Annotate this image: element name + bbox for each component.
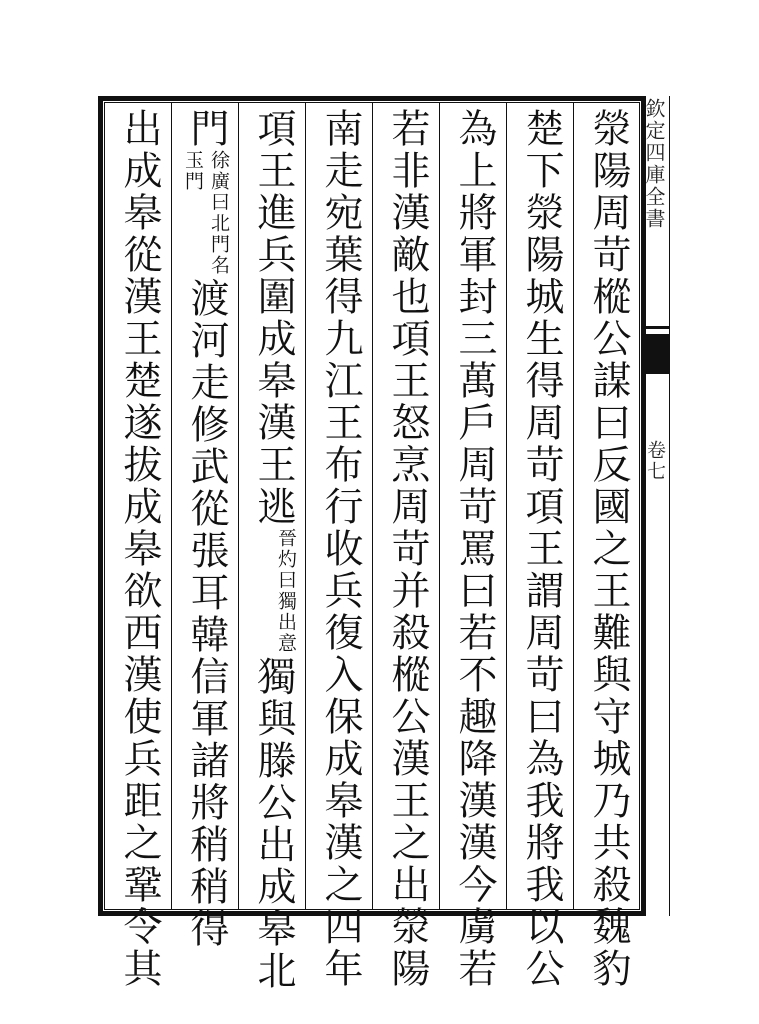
- fish-tail-mark: [646, 334, 670, 374]
- column-divider: [439, 102, 440, 910]
- text-column-2: 楚下滎陽城生得周苛項王謂周苛曰為我將我以公: [519, 108, 564, 990]
- column-divider: [506, 102, 507, 910]
- text-column-8: 出成皋從漢王楚遂拔成皋欲西漢使兵距之鞏令其: [117, 108, 162, 990]
- column-text: 門: [184, 108, 229, 150]
- column-divider: [238, 102, 239, 910]
- text-column-7: [180, 108, 232, 950]
- annotation-note: 晉灼曰獨出意: [275, 528, 297, 654]
- fish-tail-rule: [646, 326, 670, 329]
- text-column-5: 南走宛葉得九江王布行收兵復入保成皋漢之四年: [318, 108, 363, 990]
- column-divider: [372, 102, 373, 910]
- text-column-3: 為上將軍封三萬戶周苛罵曰若不趣降漢漢今虜若: [452, 108, 497, 990]
- volume-label: 卷七: [644, 440, 666, 482]
- annotation-note: 徐廣曰北門名玉門: [182, 150, 230, 276]
- text-column-6: [247, 108, 299, 992]
- column-text: 獨與滕公出成皋北: [251, 656, 296, 992]
- book-title: 欽定四庫全書: [642, 98, 666, 230]
- column-divider: [573, 102, 574, 910]
- text-column-1: 滎陽周苛樅公謀曰反國之王難與守城乃共殺魏豹: [586, 108, 631, 990]
- column-divider: [171, 102, 172, 910]
- column-divider: [305, 102, 306, 910]
- column-text: 渡河走修武從張耳韓信軍諸將稍稍得: [184, 278, 229, 950]
- column-text: 項王進兵圍成皋漢王逃: [251, 108, 296, 528]
- text-column-4: 若非漢敵也項王怒烹周苛并殺樅公漢王之出滎陽: [385, 108, 430, 990]
